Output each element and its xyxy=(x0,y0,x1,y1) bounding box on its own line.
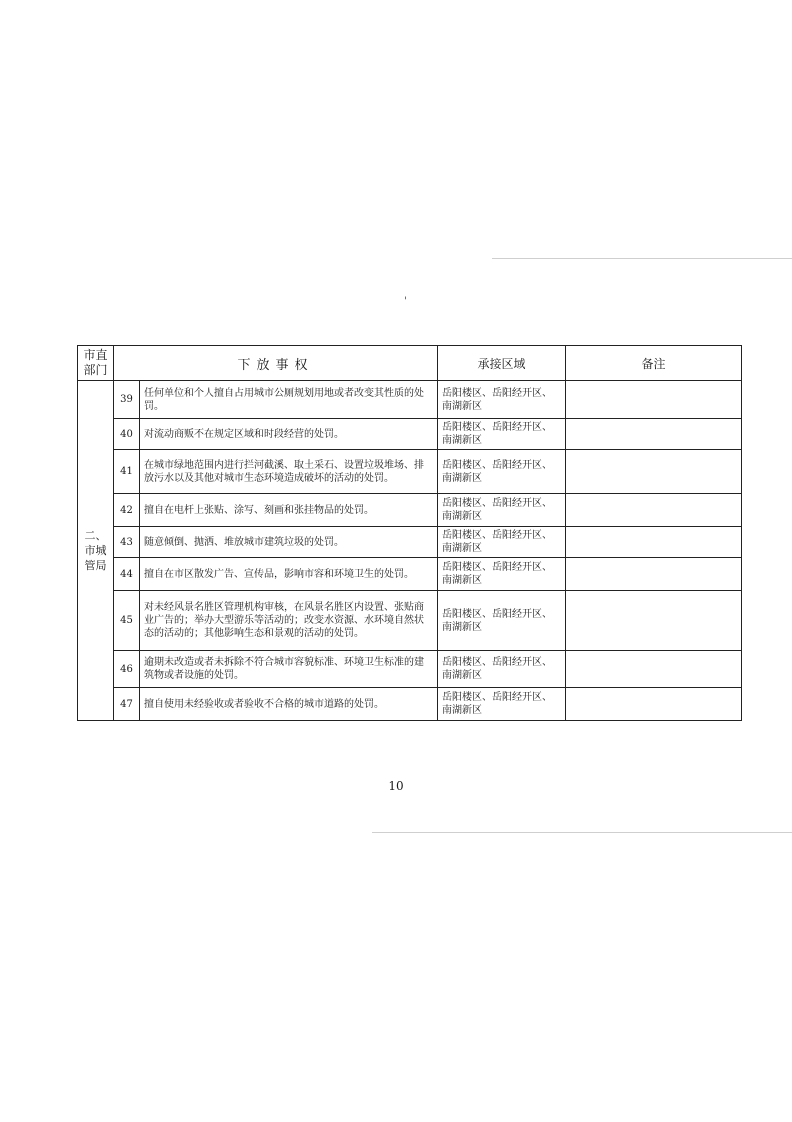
item-note xyxy=(566,688,742,721)
table-row xyxy=(78,527,742,558)
item-note xyxy=(566,419,742,450)
dept-cell xyxy=(78,381,114,721)
item-description: 对未经风景名胜区管理机构审核，在风景名胜区内设置、张贴商业广告的；举办大型游乐等活动的；改变水资源、水环境自然状态的活动的；其他影响生态和景观的活动的处罚。 xyxy=(140,591,438,651)
table-row xyxy=(78,591,742,651)
item-description: 随意倾倒、抛洒、堆放城市建筑垃圾的处罚。 xyxy=(140,527,438,558)
item-region: 岳阳楼区、岳阳经开区、南湖新区 xyxy=(438,494,566,527)
item-number: 44 xyxy=(114,558,140,591)
scan-edge-line xyxy=(372,832,792,833)
item-note xyxy=(566,381,742,419)
table-row xyxy=(78,419,742,450)
table-header-row xyxy=(78,346,742,381)
item-note xyxy=(566,450,742,494)
table-row xyxy=(78,494,742,527)
item-description: 擅自使用未经验收或者验收不合格的城市道路的处罚。 xyxy=(140,688,438,721)
item-note xyxy=(566,651,742,688)
item-region: 岳阳楼区、岳阳经开区、南湖新区 xyxy=(438,450,566,494)
item-note xyxy=(566,591,742,651)
header-note: 备注 xyxy=(566,346,742,381)
item-description: 对流动商贩不在规定区域和时段经营的处罚。 xyxy=(140,419,438,450)
delegated-powers-table xyxy=(77,345,742,721)
header-region: 承接区域 xyxy=(438,346,566,381)
item-description: 逾期未改造或者未拆除不符合城市容貌标准、环境卫生标准的建筑物或者设施的处罚。 xyxy=(140,651,438,688)
item-note xyxy=(566,527,742,558)
header-dept: 市直部门 xyxy=(78,346,114,381)
item-note xyxy=(566,494,742,527)
item-number: 41 xyxy=(114,450,140,494)
table-row xyxy=(78,381,742,419)
item-region: 岳阳楼区、岳阳经开区、南湖新区 xyxy=(438,688,566,721)
table-row xyxy=(78,558,742,591)
item-description: 在城市绿地范围内进行拦河截溪、取土采石、设置垃圾堆场、排放污水以及其他对城市生态环境造成破坏的活动的处罚。 xyxy=(140,450,438,494)
item-region: 岳阳楼区、岳阳经开区、南湖新区 xyxy=(438,558,566,591)
item-region: 岳阳楼区、岳阳经开区、南湖新区 xyxy=(438,651,566,688)
table-row xyxy=(78,651,742,688)
item-description: 擅自在电杆上张贴、涂写、刻画和张挂物品的处罚。 xyxy=(140,494,438,527)
item-number: 45 xyxy=(114,591,140,651)
item-number: 39 xyxy=(114,381,140,419)
scan-edge-line xyxy=(492,258,792,259)
header-power: 下放事权 xyxy=(114,346,438,381)
table-row xyxy=(78,450,742,494)
item-number: 43 xyxy=(114,527,140,558)
item-region: 岳阳楼区、岳阳经开区、南湖新区 xyxy=(438,419,566,450)
item-number: 40 xyxy=(114,419,140,450)
dept-prefix: 二、 xyxy=(84,529,107,542)
item-number: 47 xyxy=(114,688,140,721)
dept-name: 市城管局 xyxy=(84,544,107,572)
table-row xyxy=(78,688,742,721)
item-description: 任何单位和个人擅自占用城市公厕规划用地或者改变其性质的处罚。 xyxy=(140,381,438,419)
item-note xyxy=(566,558,742,591)
item-description: 擅自在市区散发广告、宣传品，影响市容和环境卫生的处罚。 xyxy=(140,558,438,591)
page-number: 10 xyxy=(388,779,404,793)
item-number: 42 xyxy=(114,494,140,527)
scan-mark: ' xyxy=(404,296,407,307)
item-number: 46 xyxy=(114,651,140,688)
item-region: 岳阳楼区、岳阳经开区、南湖新区 xyxy=(438,381,566,419)
item-region: 岳阳楼区、岳阳经开区、南湖新区 xyxy=(438,527,566,558)
item-region: 岳阳楼区、岳阳经开区、南湖新区 xyxy=(438,591,566,651)
